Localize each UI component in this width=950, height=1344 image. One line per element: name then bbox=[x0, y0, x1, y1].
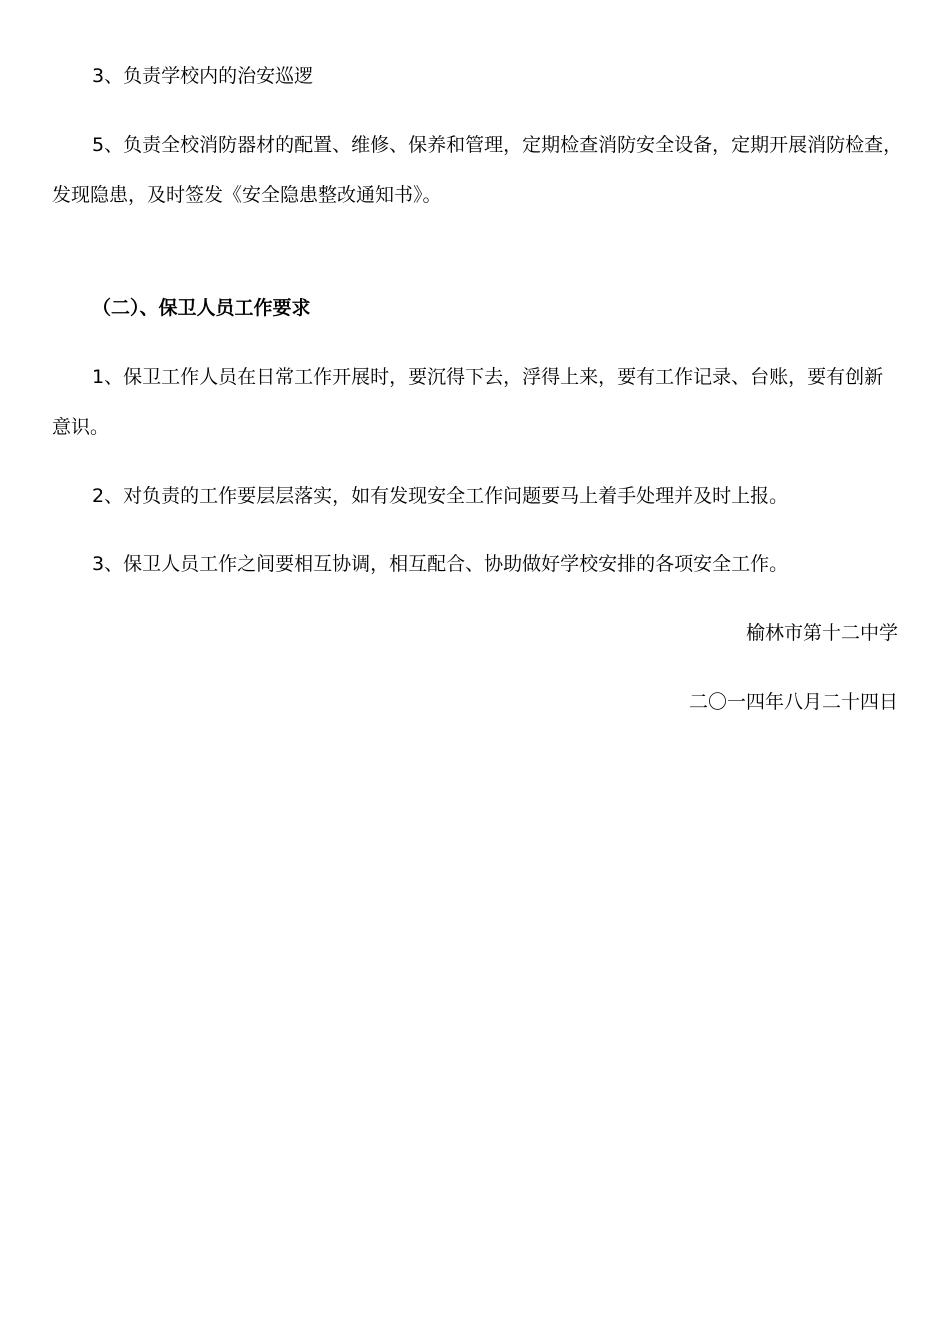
duty-item-3: 3、负责学校内的治安巡逻 bbox=[92, 65, 314, 87]
requirement-1-line-1: 1、保卫工作人员在日常工作开展时，要沉得下去，浮得上来，要有工作记录、台账，要有创新 bbox=[92, 366, 884, 388]
section-heading: （二）、保卫人员工作要求 bbox=[92, 297, 311, 319]
signature-organization: 榆林市第十二中学 bbox=[745, 622, 898, 644]
requirement-1-line-2: 意识。 bbox=[52, 416, 110, 438]
requirement-2: 2、对负责的工作要层层落实，如有发现安全工作问题要马上着手处理并及时上报。 bbox=[92, 485, 789, 507]
requirement-3: 3、保卫人员工作之间要相互协调，相互配合、协助做好学校安排的各项安全工作。 bbox=[92, 553, 789, 575]
signature-date: 二〇一四年八月二十四日 bbox=[688, 691, 898, 713]
duty-item-5-line-1: 5、负责全校消防器材的配置、维修、保养和管理，定期检查消防安全设备，定期开展消防检查， bbox=[92, 134, 903, 156]
duty-item-5-line-2: 发现隐患，及时签发《安全隐患整改通知书》。 bbox=[52, 184, 442, 206]
